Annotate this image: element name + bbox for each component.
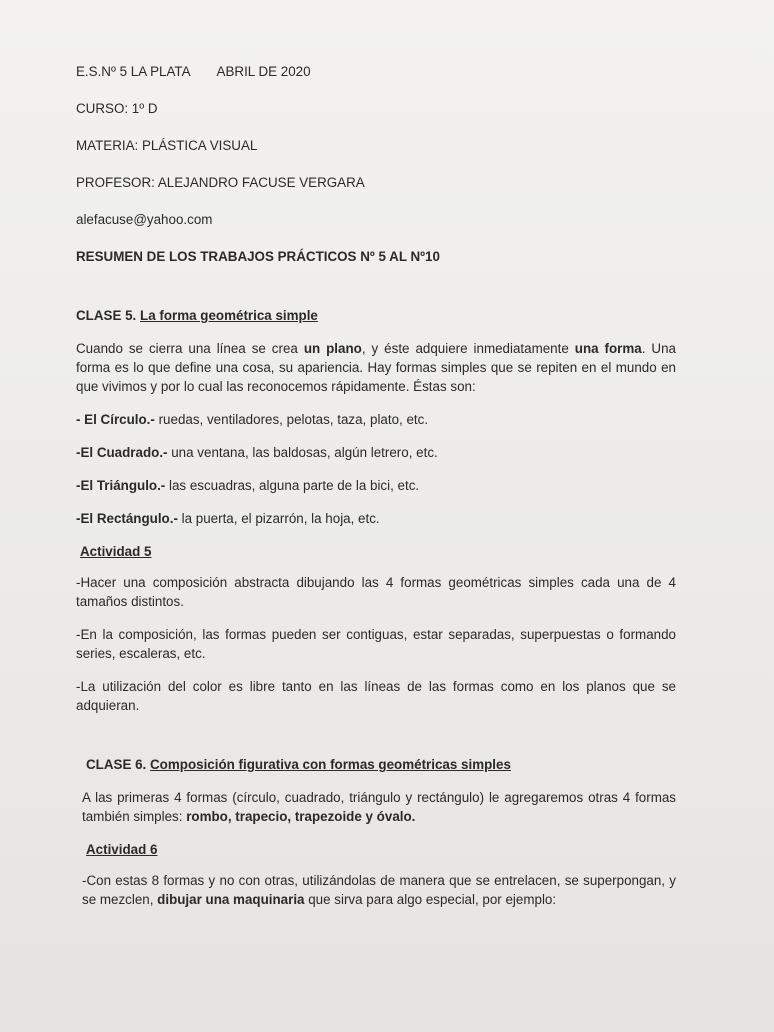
- shape-name: - El Círculo.-: [76, 412, 155, 427]
- clase6-intro-bold: rombo, trapecio, trapezoide y óvalo.: [186, 809, 416, 824]
- header-row: [76, 62, 676, 81]
- clase5-intro: [76, 339, 676, 396]
- intro-text-3: . Una forma es lo que define una cosa, su apariencia. Hay formas simples que se repiten en el mundo en que vivimos y por lo cual las reconocemos rápidamente. Éstas son:: [76, 341, 676, 394]
- teacher-line: PROFESOR: ALEJANDRO FACUSE VERGARA: [76, 175, 365, 190]
- email-line: alefacuse@yahoo.com: [76, 212, 213, 227]
- intro-bold-2: una forma: [574, 341, 642, 356]
- intro-text-2: , y éste adquiere inmediatamente: [361, 341, 575, 356]
- summary-title: RESUMEN DE LOS TRABAJOS PRÁCTICOS Nº 5 AL Nº10: [76, 249, 440, 264]
- document-content: [76, 62, 676, 923]
- shape-examples: la puerta, el pizarrón, la hoja, etc.: [177, 511, 380, 526]
- intro-bold-1: un plano: [303, 341, 362, 356]
- shape-item-circle: [76, 410, 676, 429]
- shape-name: -El Triángulo.-: [76, 478, 166, 493]
- activity6-text-2: que sirva para algo especial, por ejemplo:: [304, 892, 557, 907]
- clase6-title: Composición figurativa con formas geométricas simples: [150, 757, 511, 772]
- subject-line: MATERIA: PLÁSTICA VISUAL: [76, 138, 258, 153]
- clase6-intro: [76, 788, 676, 826]
- clase6-label: CLASE 6.: [86, 757, 147, 772]
- activity6-bold: dibujar una maquinaria: [157, 892, 305, 907]
- activity5-item-3: -La utilización del color es libre tanto en las líneas de las formas como en los planos que se adquieran.: [76, 679, 676, 713]
- shape-name: -El Rectángulo.-: [76, 511, 178, 526]
- document-date: ABRIL DE 2020: [216, 64, 311, 79]
- shape-item-square: [76, 443, 676, 462]
- clase6-intro-text: A las primeras 4 formas (círculo, cuadrado, triángulo y rectángulo) le agregaremos otras 4 formas también simples:: [82, 790, 676, 824]
- shape-examples: ruedas, ventiladores, pelotas, taza, plato, etc.: [154, 412, 429, 427]
- activity6-title: Actividad 6: [86, 842, 158, 857]
- shape-item-triangle: [76, 476, 676, 495]
- activity5-item-2: -En la composición, las formas pueden ser contiguas, estar separadas, superpuestas o formando series, escaleras, etc.: [76, 627, 676, 661]
- school-name: E.S.Nº 5 LA PLATA: [76, 64, 191, 79]
- clase6-heading: [86, 755, 676, 774]
- shape-examples: una ventana, las baldosas, algún letrero, etc.: [167, 445, 438, 460]
- activity6-text: [76, 871, 676, 909]
- clase5-title: La forma geométrica simple: [140, 308, 318, 323]
- clase5-heading: [76, 306, 676, 325]
- shape-examples: las escuadras, alguna parte de la bici, etc.: [165, 478, 420, 493]
- course-line: CURSO: 1º D: [76, 101, 158, 116]
- activity6-text-1: -Con estas 8 formas y no con otras, utilizándolas de manera que se entrelacen, se superpongan, y se mezclen,: [82, 873, 676, 907]
- activity5-title: Actividad 5: [80, 544, 152, 559]
- intro-text-1: Cuando se cierra una línea se crea: [76, 341, 304, 356]
- clase5-label: CLASE 5.: [76, 308, 137, 323]
- activity5-item-1: -Hacer una composición abstracta dibujando las 4 formas geométricas simples cada una de 4 tamaños distintos.: [76, 575, 676, 609]
- shape-name: -El Cuadrado.-: [76, 445, 168, 460]
- shape-item-rectangle: [76, 509, 676, 528]
